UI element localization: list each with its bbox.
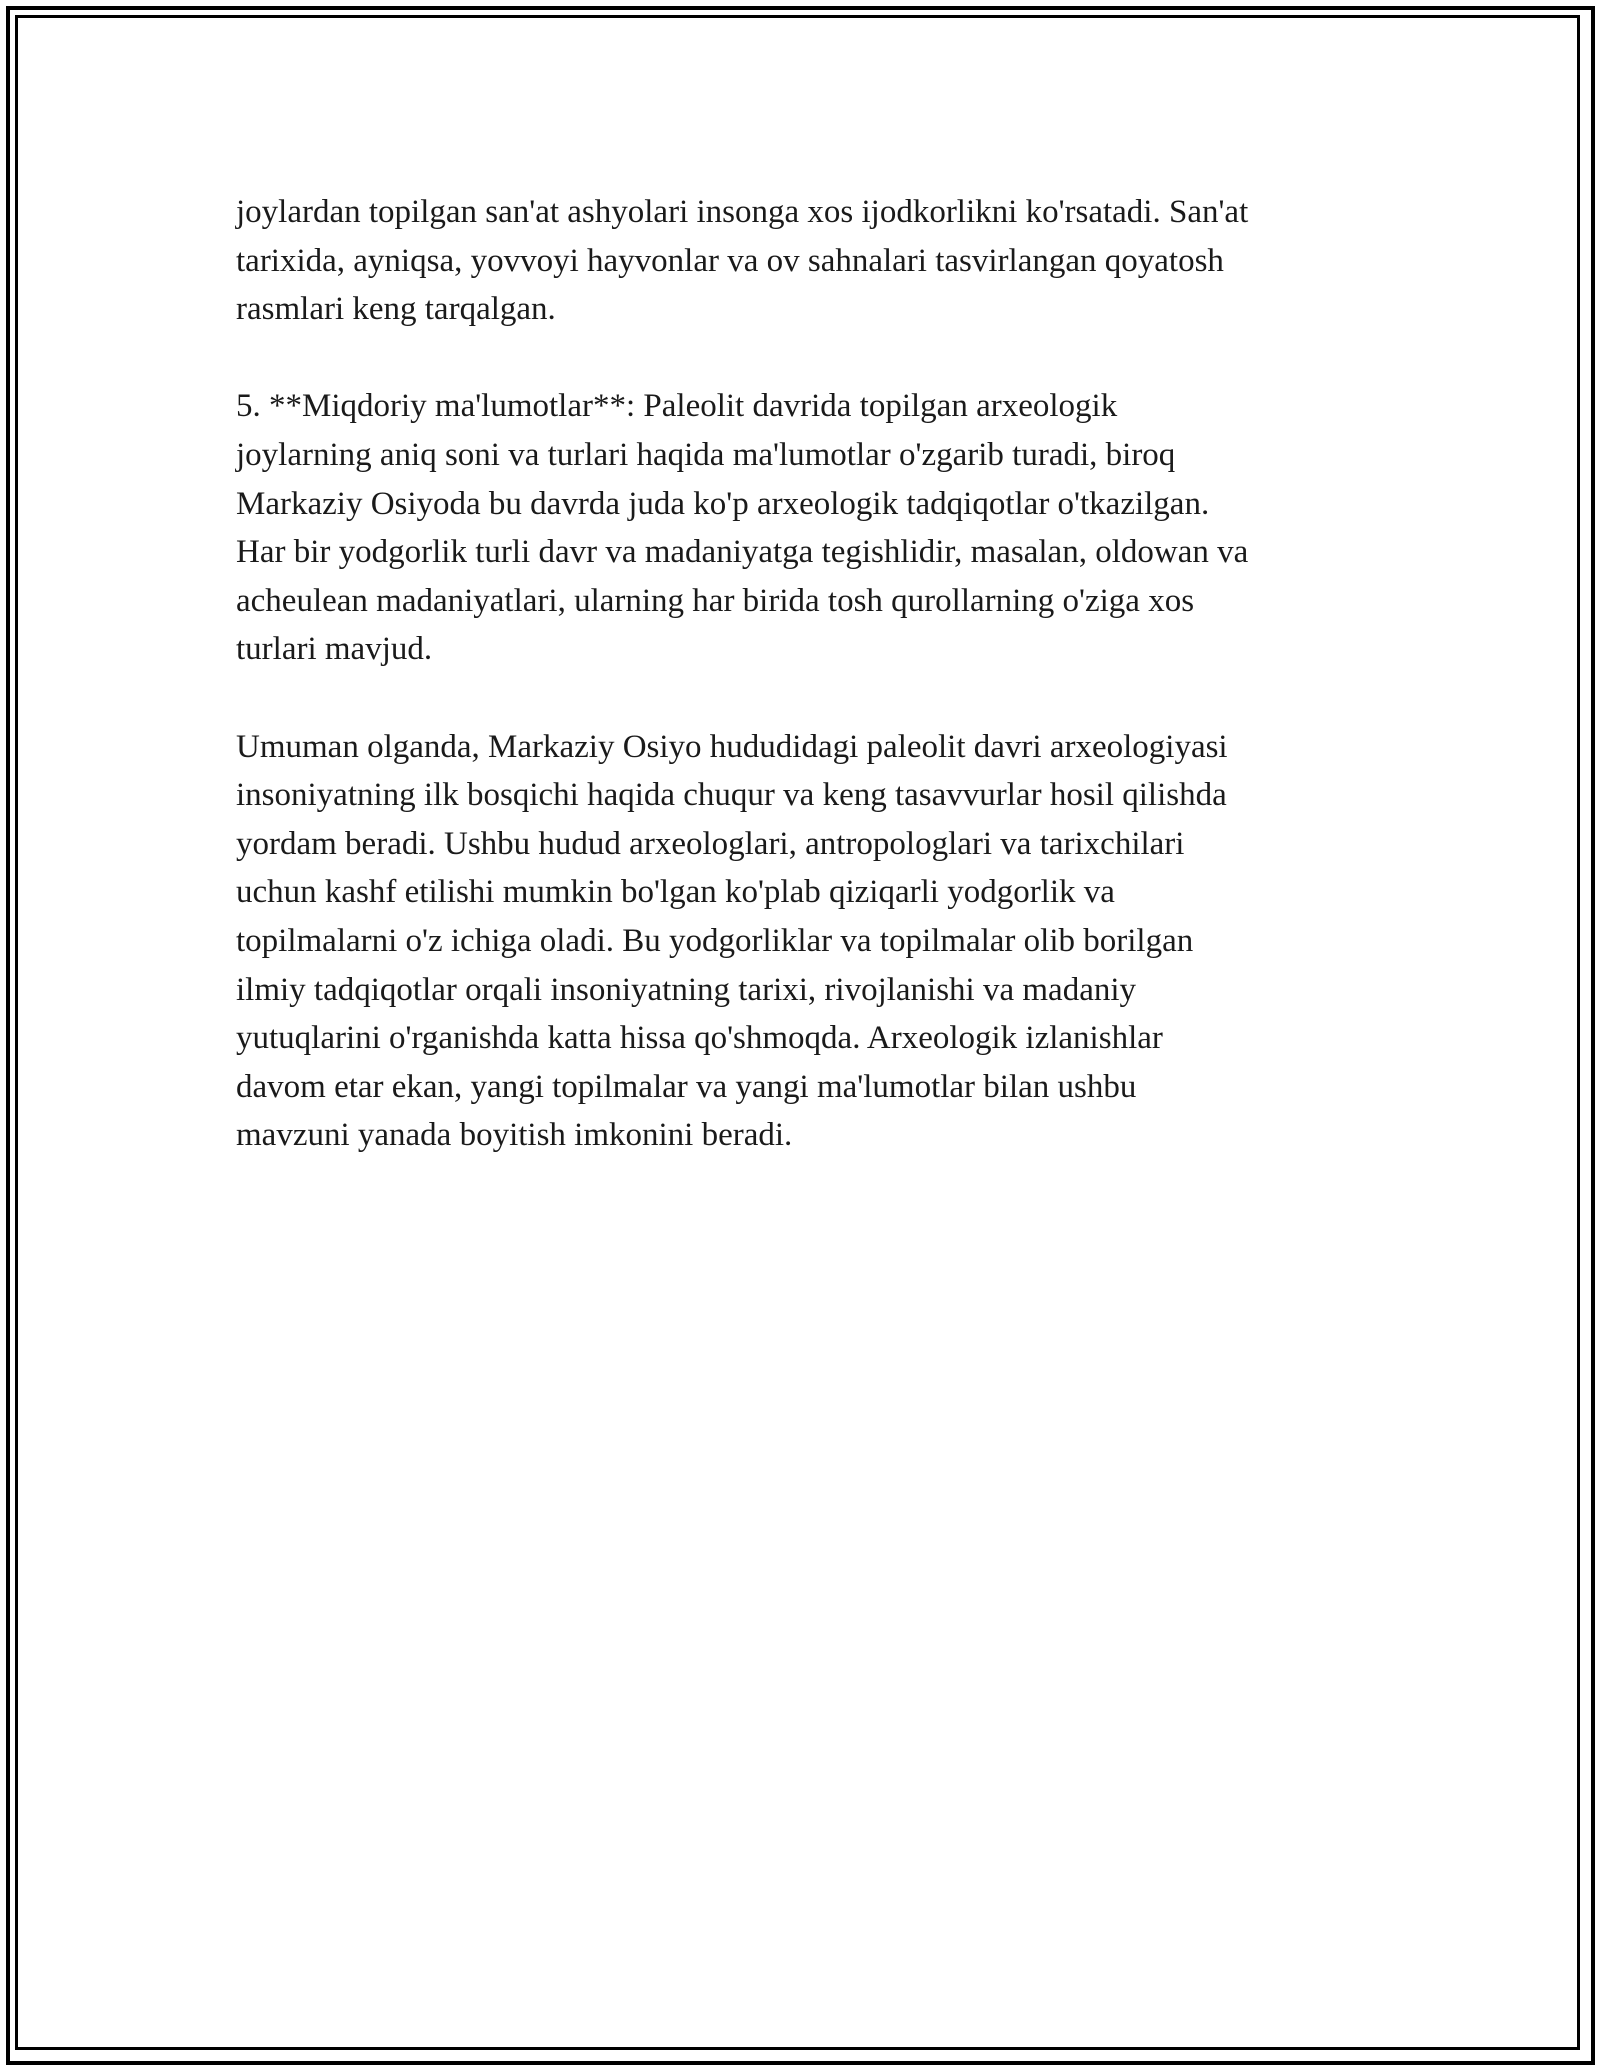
text-line: yutuqlarini o'rganishda katta hissa qo'shmoqda. Arxeologik izlanishlar <box>236 1020 1163 1057</box>
text-line: uchun kashf etilishi mumkin bo'lgan ko'plab qiziqarli yodgorlik va <box>236 874 1115 911</box>
text-line: acheulean madaniyatlari, ularning har birida tosh qurollarning o'ziga xos <box>236 582 1195 619</box>
text-line: joylarning aniq soni va turlari haqida ma'lumotlar o'zgarib turadi, biroq <box>236 436 1176 473</box>
text-line: rasmlari keng tarqalgan. <box>236 291 556 328</box>
paragraph-conclusion <box>236 723 1376 1160</box>
text-line: Umuman olganda, Markaziy Osiyo hududidagi paleolit davri arxeologiyasi <box>236 728 1228 765</box>
text-line: Har bir yodgorlik turli davr va madaniyatga tegishlidir, masalan, oldowan va <box>236 534 1249 571</box>
text-line: mavzuni yanada boyitish imkonini beradi. <box>236 1117 793 1154</box>
text-line: joylardan topilgan san'at ashyolari insonga xos ijodkorlikni ko'rsatadi. San'at <box>236 194 1249 230</box>
text-line: 5. **Miqdoriy ma'lumotlar**: Paleolit davrida topilgan arxeologik <box>236 388 1118 425</box>
text-line: turlari mavjud. <box>236 631 433 668</box>
document-body <box>236 188 1376 1208</box>
text-line: insoniyatning ilk bosqichi haqida chuqur va keng tasavvurlar hosil qilishda <box>236 777 1227 814</box>
text-line: topilmalarni o'z ichiga oladi. Bu yodgorliklar va topilmalar olib borilgan <box>236 922 1194 959</box>
paragraph-art-history <box>236 188 1376 334</box>
paragraph-quantitative-data <box>236 382 1376 674</box>
text-line: Markaziy Osiyoda bu davrda juda ko'p arxeologik tadqiqotlar o'tkazilgan. <box>236 485 1210 522</box>
text-line: davom etar ekan, yangi topilmalar va yangi ma'lumotlar bilan ushbu <box>236 1068 1137 1105</box>
text-line: yordam beradi. Ushbu hudud arxeologlari, antropologlari va tarixchilari <box>236 825 1185 862</box>
text-line: ilmiy tadqiqotlar orqali insoniyatning tarixi, rivojlanishi va madaniy <box>236 971 1137 1008</box>
text-line: tarixida, ayniqsa, yovvoyi hayvonlar va ov sahnalari tasvirlangan qoyatosh <box>236 242 1224 279</box>
